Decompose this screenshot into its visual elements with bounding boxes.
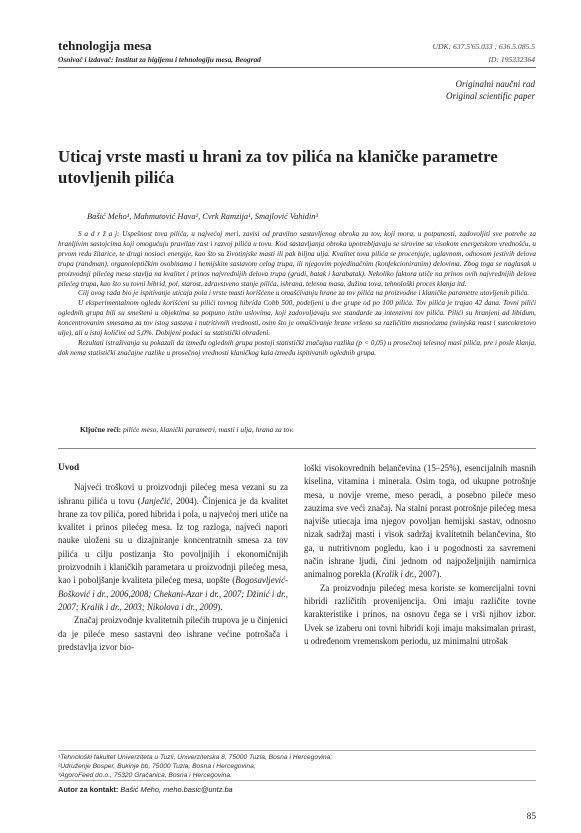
abstract xyxy=(58,230,536,359)
paper-type-local: Originalni naučni rad xyxy=(455,79,535,89)
body-paragraph: Za proizvodnju pilećeg mesa koriste se komercijalni tovni hibridi različitih provenijencija. Oni imaju različite tovne karakteristike i prinos, na osnovu čega se i vrši njihov izbor. Uvek se izaberu oni tovni hibridi koji imaju maksimalan prirast, u određenom vremenskom periodu, uz minimalni utrošak xyxy=(304,582,536,646)
contact-line xyxy=(58,785,233,794)
abstract-paragraph: S a d r ž a j: Uspešnost tova pilića, u najvećoj meri, zavisi od pravilno sastavljenog obroka za tov, koji mora, u potpunosti, zadovoljiti sve potrebe za hranljivim sastojcima koji omogućuju pravilan rast i razvoj pilića u tovu. Kod sastavljanja obroka upotrebljavaju se sirovine sa visokom energetskom vrednošću, u prvom redu žitarice, te drugi nosioci energije, kao što su životinjske masti ili pak biljna ulja. Kvalitet tova pilića se procenjuje, uglavnom, odnosom jestivih delova trupa (randman), organoleptičkim osobinama i hemijskim sastavom celog trupa, ili njegovim pojedinačnim (konfekcioniranim) delovima. Zbog toga se naglasak u proizvodnji pilećeg mesa stavlja na kvalitet i prinos najvrednijih delova trupa (grudi, batak i karabatak). Nekoliko faktora utiče na prinos ovih najvrednijih delova pilećeg trupa, kao što su tovni hibrid, pol, starost, zdravstveno stanje pilića, ishrana, telesna masa, dužina tova, tehnološki proces klanja itd. xyxy=(58,230,536,288)
header-divider xyxy=(58,67,536,68)
citation: Bogosavljević-Bošković i dr., 2006,2008; Chekani-Azar i dr., 2007; Džinić i dr., 2007; Kralik i dr., 2003; Nikolova i dr., 2009 xyxy=(58,575,288,612)
document-id: ID: 195332364 xyxy=(488,55,535,64)
body-paragraph: Najveći troškovi u proizvodnji pilećeg mesa vezani su za ishranu pilića u tovu (Janječić, 2004). Činjenica je da kvalitet hrane za tov pilića, pored hibrida i pola, u najvećoj meri utiče na kvalitet i prinos pilećeg mesa. Iz tog razloga, najveći napori nauke uloženi su u dizajniranje koncentratnih smesa za tov pilića u cilju postizanja što povoljnijih i ekonomičnijih proizvodnih i klaničkih parametara u proizvodnji pilećeg mesa, kao i poboljšanje kvaliteta pilećeg mesa, uopšte (Bogosavljević-Bošković i dr., 2006,2008; Chekani-Azar i dr., 2007; Džinić i dr., 2007; Kralik i dr., 2003; Nikolova i dr., 2009). xyxy=(58,482,288,612)
keywords-label: Ključne reči: xyxy=(80,425,122,434)
contact-divider xyxy=(58,780,536,781)
publisher-line: Osnivač i izdavač: Institut za higijenu i tehnologiju mesa, Beograd xyxy=(58,55,261,64)
footnote: ²Udruženje Bosper, Bukinje bb, 75000 Tuzla, Bosna i Hercegovina; xyxy=(58,763,256,770)
paper-title: Uticaj vrste masti u hrani za tov pilića na klaničke parametre utovljenih pilića xyxy=(58,147,498,187)
section-heading: Uvod xyxy=(58,463,80,473)
abstract-paragraph: U eksperimentalnom ogledu korišćeni su pilići tovnog hibrida Cobb 500, podeljeni u dve grupe od po 100 pilića. Tov pilića je trajao 42 dana. Tovni pilići oglednih grupa bili su smešteni u objektima sa potpuno istim uslovima, koji zadovoljavaju sve standarde za intenzivni tov pilića. Pilići su hranjeni ad libidum, koncentrovanim smesama za tov istog sastava i nutritivnih vrednosti, osim što je omašćivanje hrane vršeno sa različitim masnoćama (svinjska mast i suncokretovo ulje), ali u istoj količini od 5,0%. Dobijeni podaci su statistički obrađeni. xyxy=(58,299,536,338)
abstract-paragraph: Rezultati istraživanja su pokazali da između oglednih grupa postoji statistički značajna razlika (p < 0,05) u prosečnoj telesnoj masi pilića, pre i posle klanja, dok nema statistički značajne razlike u prosečnoj vrednosti klaničkog kala između ispitivanih oglednih grupa. xyxy=(58,338,536,357)
contact-text: Bašić Meho, meho.basic@untz.ba xyxy=(118,785,233,794)
footnote: ¹Tehnološki fakultet Univerziteta u Tuzli, Univerzitetska 8, 75000 Tuzla, Bosna i Hercegovina; xyxy=(58,754,333,761)
keywords xyxy=(80,425,294,434)
footnote-divider xyxy=(58,750,536,751)
udk-code: UDK: 637.5'65.033 ; 636.5.085.5 xyxy=(432,42,535,51)
citation: Janječić, xyxy=(140,495,173,506)
contact-label: Autor za kontakt: xyxy=(58,785,119,794)
page-number: 85 xyxy=(526,812,536,822)
footnote: ³AgoroFeed do.o., 75320 Gračanica, Bosna i Hercegovina. xyxy=(58,772,232,779)
abstract-divider xyxy=(58,448,536,449)
citation: Kralik i dr., xyxy=(375,569,417,580)
body-paragraph: loški visokovrednih belančevina (15–25%), esencijalnih masnih kiselina, vitamina i minerala. Osim toga, od ukupne potrošnje mesa, u novije vreme, meso peradi, a posebno pileće meso zauzima sve veći značaj. Na stalni porast potrošnje pilećeg mesa najviše utiecaja ima njegov povoljan hemijski sastav, odnosno nizak sadržaj masti i visok sadržaj kvalitetnih belančevina, što ga, u nutritivnom pogledu, kao i u pogodnosti za savremeni način ishrane ljudi, čini jednom od najpoželjnijih namirnica animalnog porekla (Kralik i dr., 2007). xyxy=(304,463,536,580)
paper-type-english: Original scientific paper xyxy=(446,91,535,101)
body-paragraph: Značaj proizvodnje kvalitetnih pilećih trupova je u činjenici da je pileće meso sastavni deo ishrane većine potrošača i predstavlja izvor bio- xyxy=(58,615,288,652)
keywords-text: piliće meso, klanički parametri, masti i ulja, hrana za tov. xyxy=(121,425,294,434)
abstract-paragraph: Cilj ovog rada bio je ispitivanje uticaja pola i vrste masti korišćene u omašćivanju hrane za tov pilića na proizvodne i klaničke parametre utovljenih pilića. xyxy=(78,289,530,298)
body-column-left xyxy=(58,463,288,654)
author-list: Bašić Meho¹, Mahmutović Hava², Cvrk Ramzija¹, Smajlović Vahidin³ xyxy=(87,212,319,221)
body-column-right xyxy=(304,462,536,648)
journal-name: tehnologija mesa xyxy=(58,38,152,53)
